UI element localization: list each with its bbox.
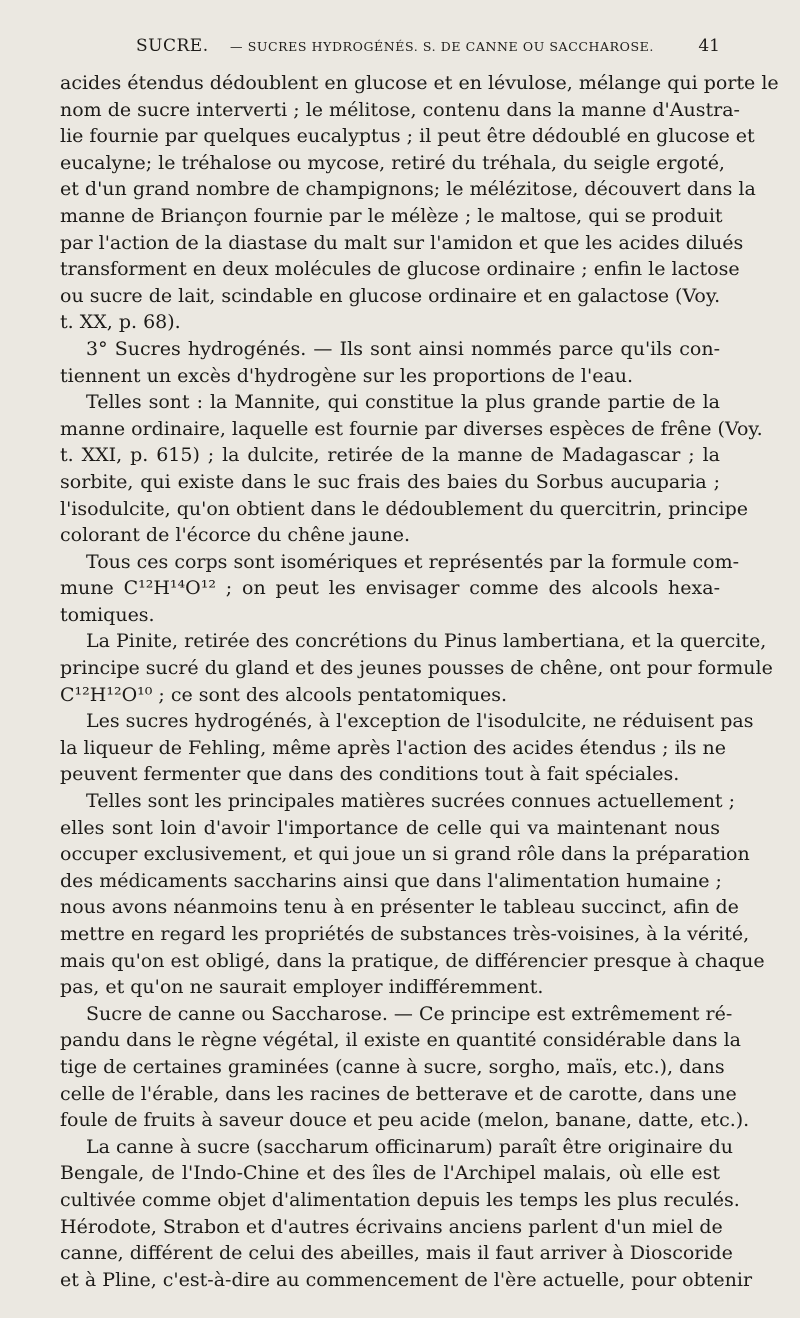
text-line: ou sucre de lait, scindable en glucose ordinaire et en galactose (Voy. xyxy=(60,284,721,307)
text-line: Telles sont les principales matières sucrées connues actuellement ; xyxy=(86,790,736,813)
text-line: par l'action de la diastase du malt sur l'amidon et que les acides dilués xyxy=(60,231,744,254)
text-line: elles sont loin d'avoir l'importance de celle qui va maintenant nous xyxy=(60,816,720,839)
text-line: tiennent un excès d'hydrogène sur les proportions de l'eau. xyxy=(60,364,634,387)
text-line: Les sucres hydrogénés, à l'exception de l'isodulcite, ne réduisent pas xyxy=(86,710,754,733)
text-line: foule de fruits à saveur douce et peu acide (melon, banane, datte, etc.). xyxy=(60,1109,750,1132)
body-text xyxy=(60,70,779,1293)
text-line: sorbite, qui existe dans le suc frais des baies du Sorbus aucuparia ; xyxy=(60,470,720,493)
text-line: peuvent fermenter que dans des conditions tout à fait spéciales. xyxy=(60,763,680,786)
text-line: manne ordinaire, laquelle est fournie par diverses espèces de frêne (Voy. xyxy=(60,417,763,440)
text-line: transforment en deux molécules de glucose ordinaire ; enfin le lactose xyxy=(60,258,740,281)
text-line: pas, et qu'on ne saurait employer indifféremment. xyxy=(60,976,544,999)
text-line: C¹²H¹²O¹⁰ ; ce sont des alcools pentatomiques. xyxy=(60,683,508,706)
text-line: tige de certaines graminées (canne à sucre, sorgho, maïs, etc.), dans xyxy=(60,1055,725,1078)
text-line: mais qu'on est obligé, dans la pratique, de différencier presque à chaque xyxy=(60,949,765,972)
text-line: Tous ces corps sont isomériques et représentés par la formule com- xyxy=(86,550,740,573)
text-line: principe sucré du gland et des jeunes pousses de chêne, ont pour formule xyxy=(60,657,773,680)
header-title: SUCRE. xyxy=(136,36,209,56)
text-line: La canne à sucre (saccharum officinarum) paraît être originaire du xyxy=(86,1135,734,1158)
text-line: Telles sont : la Mannite, qui constitue la plus grande partie de la xyxy=(86,391,720,414)
text-line: La Pinite, retirée des concrétions du Pinus lambertiana, et la quercite, xyxy=(86,630,767,653)
text-line: pandu dans le règne végétal, il existe en quantité considérable dans la xyxy=(60,1029,741,1052)
text-line: et à Pline, c'est-à-dire au commencement de l'ère actuelle, pour obtenir xyxy=(60,1268,753,1291)
text-line: lie fournie par quelques eucalyptus ; il peut être dédoublé en glucose et xyxy=(60,125,755,148)
text-line: colorant de l'écorce du chêne jaune. xyxy=(60,524,411,547)
text-line: des médicaments saccharins ainsi que dans l'alimentation humaine ; xyxy=(60,869,722,892)
text-line: Hérodote, Strabon et d'autres écrivains anciens parlent d'un miel de xyxy=(60,1215,723,1238)
text-line: manne de Briançon fournie par le mélèze ; le maltose, qui se produit xyxy=(60,204,723,227)
page-number: 41 xyxy=(698,36,720,56)
text-line: la liqueur de Fehling, même après l'action des acides étendus ; ils ne xyxy=(60,736,727,759)
text-line: canne, différent de celui des abeilles, mais il faut arriver à Dioscoride xyxy=(60,1242,733,1265)
section-heading-line: Sucre de canne ou Saccharose. — Ce principe est extrêmement ré- xyxy=(86,1002,733,1025)
text-line: mune C¹²H¹⁴O¹² ; on peut les envisager comme des alcools hexa- xyxy=(60,577,720,600)
text-line: cultivée comme objet d'alimentation depuis les temps les plus reculés. xyxy=(60,1188,740,1211)
text-line: occuper exclusivement, et qui joue un si grand rôle dans la préparation xyxy=(60,843,750,866)
section-heading-line: 3° Sucres hydrogénés. — Ils sont ainsi nommés parce qu'ils con- xyxy=(86,337,720,360)
header-dash: — xyxy=(230,39,244,54)
text-line: nom de sucre interverti ; le mélitose, contenu dans la manne d'Austra- xyxy=(60,98,740,121)
text-line: l'isodulcite, qu'on obtient dans le dédoublement du quercitrin, principe xyxy=(60,497,748,520)
text-line: nous avons néanmoins tenu à en présenter le tableau succinct, afin de xyxy=(60,896,739,919)
text-line: acides étendus dédoublent en glucose et en lévulose, mélange qui porte le xyxy=(60,72,779,94)
text-line: et d'un grand nombre de champignons; le mélézitose, découvert dans la xyxy=(60,178,756,201)
text-line: tomiques. xyxy=(60,603,155,626)
header-subtitle xyxy=(230,39,654,54)
running-header xyxy=(60,34,720,60)
header-subtitle-text: SUCRES HYDROGÉNÉS. S. DE CANNE OU SACCHAROSE. xyxy=(247,39,654,54)
text-line: celle de l'érable, dans les racines de betterave et de carotte, dans une xyxy=(60,1082,737,1105)
text-line: t. XX, p. 68). xyxy=(60,311,181,334)
text-line: Bengale, de l'Indo-Chine et des îles de l'Archipel malais, où elle est xyxy=(60,1162,720,1185)
text-line: t. XXI, p. 615) ; la dulcite, retirée de la manne de Madagascar ; la xyxy=(60,444,720,467)
text-line: eucalyne; le tréhalose ou mycose, retiré du tréhala, du seigle ergoté, xyxy=(60,151,725,174)
text-line: mettre en regard les propriétés de substances très-voisines, à la vérité, xyxy=(60,923,750,945)
